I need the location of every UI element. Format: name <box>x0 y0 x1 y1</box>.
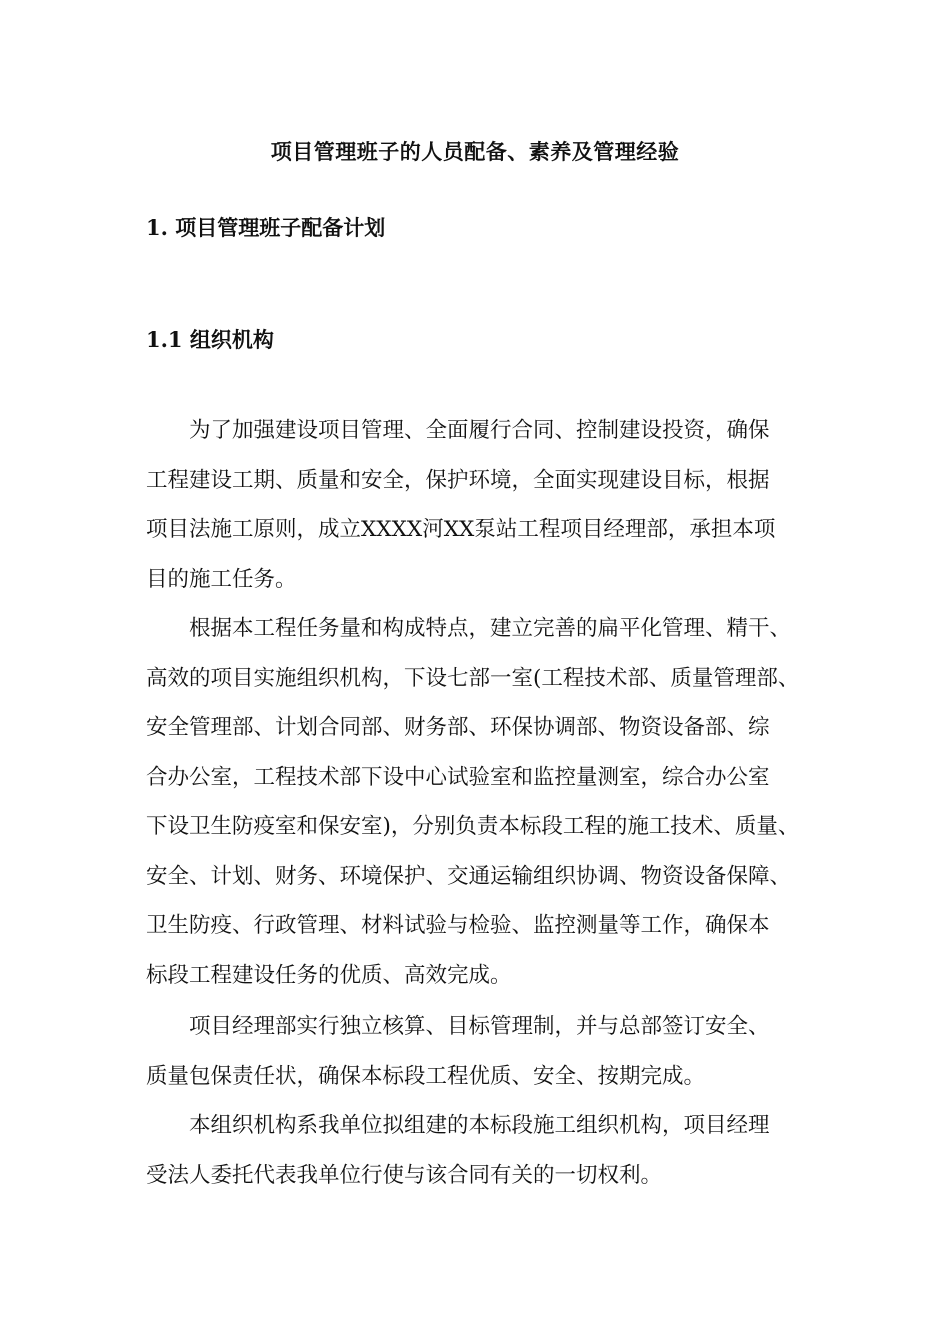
paragraph-line: 目的施工任务。 <box>146 566 297 592</box>
document-title: 项目管理班子的人员配备、素养及管理经验 <box>270 139 680 164</box>
paragraph-line: 下设卫生防疫室和保安室)，分别负责本标段工程的施工技术、质量、 <box>146 814 800 839</box>
paragraph-line: 项目经理部实行独立核算、目标管理制，并与总部签订安全、 <box>189 1014 770 1039</box>
paragraph-2 <box>146 604 836 1000</box>
paragraph-line: 受法人委托代表我单位行使与该合同有关的一切权利。 <box>146 1162 663 1188</box>
paragraph-1 <box>146 406 836 604</box>
paragraph-line: 为了加强建设项目管理、全面履行合同、控制建设投资，确保 <box>189 418 770 443</box>
paragraph-line: 质量包保责任状，确保本标段工程优质、安全、按期完成。 <box>146 1063 706 1089</box>
paragraph-line: 卫生防疫、行政管理、材料试验与检验、监控测量等工作，确保本 <box>146 913 770 938</box>
section-heading-1-1: 1.1 组织机构 <box>146 327 274 352</box>
paragraph-line: 合办公室，工程技术部下设中心试验室和监控量测室，综合办公室 <box>146 764 770 790</box>
paragraph-3 <box>146 1002 836 1101</box>
paragraph-line: 高效的项目实施组织机构，下设七部一室(工程技术部、质量管理部、 <box>146 665 800 691</box>
paragraph-line: 标段工程建设任务的优质、高效完成。 <box>146 962 512 988</box>
paragraph-line: 工程建设工期、质量和安全，保护环境，全面实现建设目标，根据 <box>146 467 770 493</box>
paragraph-line: 本组织机构系我单位拟组建的本标段施工组织机构，项目经理 <box>189 1113 770 1138</box>
paragraph-line: 项目法施工原则，成立XXXX河XX泵站工程项目经理部，承担本项 <box>146 517 776 542</box>
paragraph-line: 安全、计划、财务、环境保护、交通运输组织协调、物资设备保障、 <box>146 863 792 889</box>
paragraph-line: 安全管理部、计划合同部、财务部、环保协调部、物资设备部、综 <box>146 715 770 740</box>
section-heading-1: 1. 项目管理班子配备计划 <box>146 215 386 240</box>
paragraph-line: 根据本工程任务量和构成特点，建立完善的扁平化管理、精干、 <box>189 616 792 641</box>
paragraph-4 <box>146 1101 836 1200</box>
